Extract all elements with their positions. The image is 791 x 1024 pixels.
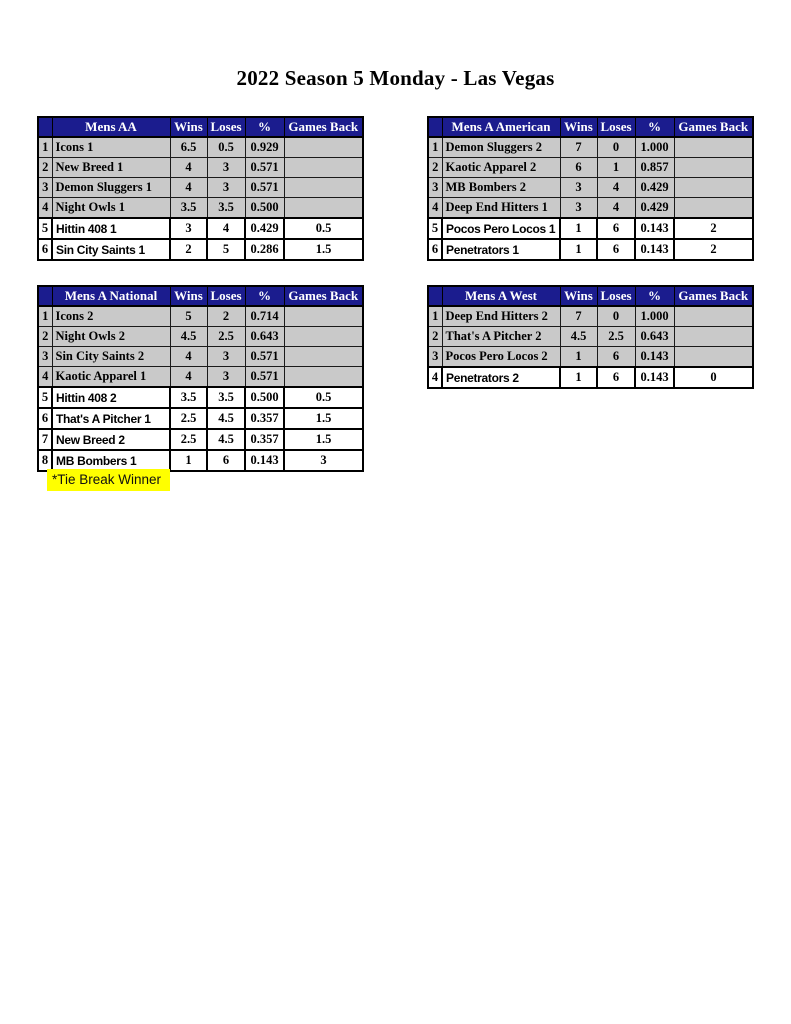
games-back-cell bbox=[674, 137, 753, 158]
pct-cell: 0.143 bbox=[635, 347, 674, 368]
games-back-cell bbox=[284, 327, 363, 347]
team-cell: Kaotic Apparel 2 bbox=[442, 158, 560, 178]
loses-cell: 4 bbox=[597, 178, 635, 198]
games-back-cell bbox=[284, 158, 363, 178]
rank-cell: 5 bbox=[428, 218, 442, 239]
loses-cell: 0.5 bbox=[207, 137, 245, 158]
loses-cell: 2.5 bbox=[597, 327, 635, 347]
wins-cell: 7 bbox=[560, 137, 597, 158]
division-header: Mens AA bbox=[52, 117, 170, 137]
division-header: Mens A West bbox=[442, 286, 560, 306]
loses-cell: 6 bbox=[597, 218, 635, 239]
loses-cell: 4 bbox=[597, 198, 635, 219]
table-row bbox=[38, 327, 363, 347]
loses-cell: 3.5 bbox=[207, 198, 245, 219]
table-row bbox=[38, 306, 363, 327]
table-row bbox=[428, 367, 753, 388]
games-back-cell: 2 bbox=[674, 218, 753, 239]
games-back-header: Games Back bbox=[284, 286, 363, 306]
wins-cell: 4 bbox=[170, 367, 207, 388]
games-back-cell: 1.5 bbox=[284, 429, 363, 450]
games-back-cell bbox=[674, 178, 753, 198]
wins-cell: 2.5 bbox=[170, 408, 207, 429]
table-mens-a-national bbox=[37, 285, 364, 472]
pct-header: % bbox=[635, 117, 674, 137]
rank-cell: 6 bbox=[428, 239, 442, 260]
pct-cell: 0.643 bbox=[245, 327, 284, 347]
header-row bbox=[428, 117, 753, 137]
team-cell: That's A Pitcher 2 bbox=[442, 327, 560, 347]
team-cell: New Breed 1 bbox=[52, 158, 170, 178]
loses-cell: 3 bbox=[207, 178, 245, 198]
wins-cell: 1 bbox=[560, 239, 597, 260]
rank-header bbox=[38, 286, 52, 306]
division-header: Mens A American bbox=[442, 117, 560, 137]
rank-cell: 2 bbox=[38, 158, 52, 178]
pct-cell: 0.714 bbox=[245, 306, 284, 327]
wins-cell: 4.5 bbox=[560, 327, 597, 347]
rank-cell: 1 bbox=[428, 306, 442, 327]
wins-cell: 4.5 bbox=[170, 327, 207, 347]
team-cell: Sin City Saints 2 bbox=[52, 347, 170, 367]
team-cell: Hittin 408 1 bbox=[52, 218, 170, 239]
pct-cell: 0.571 bbox=[245, 347, 284, 367]
loses-header: Loses bbox=[597, 117, 635, 137]
games-back-cell bbox=[284, 306, 363, 327]
rank-cell: 4 bbox=[38, 198, 52, 219]
rank-cell: 2 bbox=[428, 327, 442, 347]
pct-cell: 0.429 bbox=[245, 218, 284, 239]
table-row bbox=[38, 137, 363, 158]
table-row bbox=[38, 218, 363, 239]
loses-header: Loses bbox=[207, 117, 245, 137]
rank-cell: 4 bbox=[428, 367, 442, 388]
loses-cell: 6 bbox=[597, 239, 635, 260]
wins-header: Wins bbox=[170, 286, 207, 306]
rank-cell: 6 bbox=[38, 408, 52, 429]
team-cell: Pocos Pero Locos 1 bbox=[442, 218, 560, 239]
table-mens-a-west bbox=[427, 285, 754, 389]
rank-cell: 3 bbox=[428, 178, 442, 198]
wins-header: Wins bbox=[560, 117, 597, 137]
wins-cell: 6 bbox=[560, 158, 597, 178]
rank-cell: 1 bbox=[38, 137, 52, 158]
pct-cell: 0.571 bbox=[245, 367, 284, 388]
division-header: Mens A National bbox=[52, 286, 170, 306]
wins-cell: 5 bbox=[170, 306, 207, 327]
pct-cell: 0.429 bbox=[635, 178, 674, 198]
loses-cell: 2 bbox=[207, 306, 245, 327]
table-row bbox=[38, 367, 363, 388]
team-cell: Icons 2 bbox=[52, 306, 170, 327]
rank-cell: 3 bbox=[38, 347, 52, 367]
loses-cell: 6 bbox=[597, 367, 635, 388]
table-mens-a-american bbox=[427, 116, 754, 261]
pct-cell: 1.000 bbox=[635, 306, 674, 327]
pct-header: % bbox=[245, 117, 284, 137]
pct-cell: 0.500 bbox=[245, 387, 284, 408]
table-row bbox=[38, 158, 363, 178]
loses-cell: 3 bbox=[207, 367, 245, 388]
wins-header: Wins bbox=[560, 286, 597, 306]
loses-cell: 3.5 bbox=[207, 387, 245, 408]
loses-cell: 4.5 bbox=[207, 408, 245, 429]
rank-cell: 4 bbox=[38, 367, 52, 388]
loses-cell: 5 bbox=[207, 239, 245, 260]
wins-cell: 1 bbox=[560, 347, 597, 368]
rank-cell: 2 bbox=[428, 158, 442, 178]
table-row bbox=[428, 347, 753, 368]
header-row bbox=[38, 286, 363, 306]
table-mens-aa bbox=[37, 116, 364, 261]
rank-header bbox=[38, 117, 52, 137]
team-cell: Penetrators 1 bbox=[442, 239, 560, 260]
tie-break-note bbox=[47, 469, 170, 491]
pct-cell: 0.357 bbox=[245, 408, 284, 429]
games-back-cell: 3 bbox=[284, 450, 363, 471]
games-back-cell: 0.5 bbox=[284, 218, 363, 239]
team-cell: Demon Sluggers 1 bbox=[52, 178, 170, 198]
rank-cell: 7 bbox=[38, 429, 52, 450]
rank-header bbox=[428, 286, 442, 306]
loses-header: Loses bbox=[597, 286, 635, 306]
table-row bbox=[38, 450, 363, 471]
wins-cell: 3.5 bbox=[170, 387, 207, 408]
rank-header bbox=[428, 117, 442, 137]
games-back-cell: 0 bbox=[674, 367, 753, 388]
team-cell: Sin City Saints 1 bbox=[52, 239, 170, 260]
header-row bbox=[428, 286, 753, 306]
loses-cell: 0 bbox=[597, 306, 635, 327]
games-back-cell bbox=[284, 178, 363, 198]
loses-cell: 2.5 bbox=[207, 327, 245, 347]
rank-cell: 3 bbox=[428, 347, 442, 368]
team-cell: Deep End Hitters 2 bbox=[442, 306, 560, 327]
games-back-header: Games Back bbox=[674, 117, 753, 137]
pct-cell: 0.143 bbox=[635, 239, 674, 260]
table-row bbox=[428, 198, 753, 219]
games-back-cell bbox=[674, 306, 753, 327]
table-row bbox=[428, 158, 753, 178]
team-cell: Demon Sluggers 2 bbox=[442, 137, 560, 158]
games-back-cell: 0.5 bbox=[284, 387, 363, 408]
games-back-cell bbox=[674, 158, 753, 178]
tie-break-note-text: *Tie Break Winner bbox=[52, 472, 162, 487]
loses-cell: 4 bbox=[207, 218, 245, 239]
pct-cell: 0.857 bbox=[635, 158, 674, 178]
wins-cell: 3.5 bbox=[170, 198, 207, 219]
team-cell: Kaotic Apparel 1 bbox=[52, 367, 170, 388]
team-cell: That's A Pitcher 1 bbox=[52, 408, 170, 429]
table-row bbox=[38, 198, 363, 219]
team-cell: Night Owls 1 bbox=[52, 198, 170, 219]
games-back-cell: 1.5 bbox=[284, 239, 363, 260]
rank-cell: 3 bbox=[38, 178, 52, 198]
rank-cell: 5 bbox=[38, 218, 52, 239]
games-back-cell bbox=[284, 137, 363, 158]
games-back-cell: 2 bbox=[674, 239, 753, 260]
table-row bbox=[428, 327, 753, 347]
table-row bbox=[428, 137, 753, 158]
pct-cell: 0.143 bbox=[245, 450, 284, 471]
rank-cell: 1 bbox=[428, 137, 442, 158]
pct-cell: 0.571 bbox=[245, 178, 284, 198]
rank-cell: 6 bbox=[38, 239, 52, 260]
wins-cell: 1 bbox=[560, 367, 597, 388]
table-row bbox=[428, 218, 753, 239]
wins-cell: 6.5 bbox=[170, 137, 207, 158]
table-row bbox=[38, 387, 363, 408]
pct-header: % bbox=[245, 286, 284, 306]
team-cell: MB Bombers 1 bbox=[52, 450, 170, 471]
loses-cell: 4.5 bbox=[207, 429, 245, 450]
games-back-cell bbox=[674, 198, 753, 219]
wins-cell: 4 bbox=[170, 347, 207, 367]
table-row bbox=[38, 408, 363, 429]
wins-header: Wins bbox=[170, 117, 207, 137]
wins-cell: 1 bbox=[560, 218, 597, 239]
loses-cell: 6 bbox=[597, 347, 635, 368]
pct-cell: 0.357 bbox=[245, 429, 284, 450]
rank-cell: 4 bbox=[428, 198, 442, 219]
team-cell: Hittin 408 2 bbox=[52, 387, 170, 408]
table-row bbox=[38, 429, 363, 450]
header-row bbox=[38, 117, 363, 137]
wins-cell: 3 bbox=[170, 218, 207, 239]
games-back-cell bbox=[284, 198, 363, 219]
pct-cell: 0.286 bbox=[245, 239, 284, 260]
wins-cell: 2.5 bbox=[170, 429, 207, 450]
team-cell: MB Bombers 2 bbox=[442, 178, 560, 198]
rank-cell: 1 bbox=[38, 306, 52, 327]
team-cell: Icons 1 bbox=[52, 137, 170, 158]
wins-cell: 4 bbox=[170, 178, 207, 198]
table-row bbox=[38, 239, 363, 260]
games-back-cell bbox=[284, 367, 363, 388]
table-row bbox=[38, 178, 363, 198]
team-cell: Pocos Pero Locos 2 bbox=[442, 347, 560, 368]
pct-cell: 0.143 bbox=[635, 367, 674, 388]
wins-cell: 3 bbox=[560, 178, 597, 198]
rank-cell: 8 bbox=[38, 450, 52, 471]
loses-header: Loses bbox=[207, 286, 245, 306]
loses-cell: 1 bbox=[597, 158, 635, 178]
loses-cell: 6 bbox=[207, 450, 245, 471]
wins-cell: 3 bbox=[560, 198, 597, 219]
games-back-cell bbox=[284, 347, 363, 367]
pct-header: % bbox=[635, 286, 674, 306]
loses-cell: 3 bbox=[207, 347, 245, 367]
pct-cell: 0.929 bbox=[245, 137, 284, 158]
team-cell: New Breed 2 bbox=[52, 429, 170, 450]
pct-cell: 0.429 bbox=[635, 198, 674, 219]
wins-cell: 2 bbox=[170, 239, 207, 260]
loses-cell: 0 bbox=[597, 137, 635, 158]
rank-cell: 2 bbox=[38, 327, 52, 347]
pct-cell: 0.500 bbox=[245, 198, 284, 219]
table-row bbox=[428, 306, 753, 327]
games-back-header: Games Back bbox=[674, 286, 753, 306]
wins-cell: 4 bbox=[170, 158, 207, 178]
table-row bbox=[38, 347, 363, 367]
team-cell: Deep End Hitters 1 bbox=[442, 198, 560, 219]
team-cell: Penetrators 2 bbox=[442, 367, 560, 388]
table-row bbox=[428, 239, 753, 260]
wins-cell: 7 bbox=[560, 306, 597, 327]
table-row bbox=[428, 178, 753, 198]
loses-cell: 3 bbox=[207, 158, 245, 178]
games-back-cell: 1.5 bbox=[284, 408, 363, 429]
pct-cell: 1.000 bbox=[635, 137, 674, 158]
pct-cell: 0.643 bbox=[635, 327, 674, 347]
page-title: 2022 Season 5 Monday - Las Vegas bbox=[236, 66, 555, 90]
pct-cell: 0.143 bbox=[635, 218, 674, 239]
pct-cell: 0.571 bbox=[245, 158, 284, 178]
games-back-cell bbox=[674, 327, 753, 347]
wins-cell: 1 bbox=[170, 450, 207, 471]
games-back-cell bbox=[674, 347, 753, 368]
games-back-header: Games Back bbox=[284, 117, 363, 137]
rank-cell: 5 bbox=[38, 387, 52, 408]
team-cell: Night Owls 2 bbox=[52, 327, 170, 347]
